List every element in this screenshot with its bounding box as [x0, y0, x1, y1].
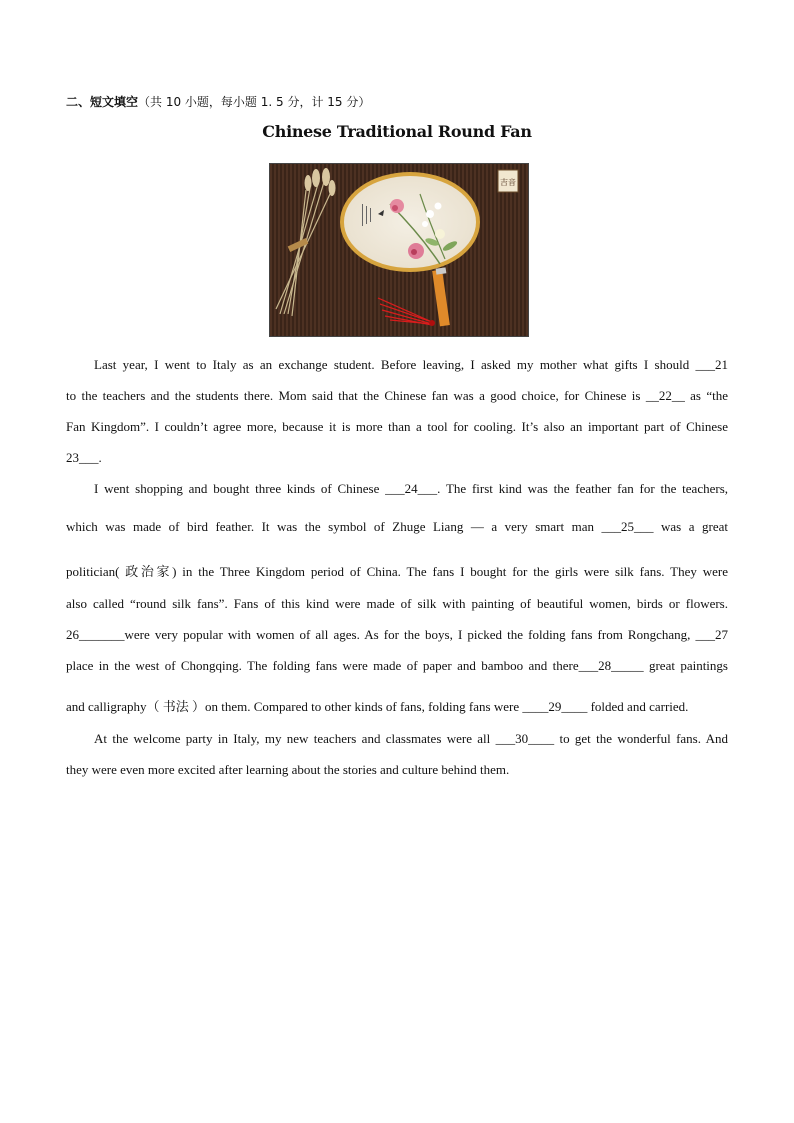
blank-23: 23___: [66, 450, 99, 465]
blank-24: ___24___: [385, 481, 438, 496]
passage-line-2: [66, 388, 728, 404]
section-heading-rest: （共 10 小题，每小题 1. 5 分，计 15 分）: [138, 95, 371, 109]
fan-illustration: [270, 164, 528, 336]
passage-title: Chinese Traditional Round Fan: [262, 122, 532, 141]
line-text: to the teachers and the students there. Mom said that the Chinese fan was a good choice, for Chinese is: [66, 388, 646, 403]
line-text: . The first kind was the feather fan for the teachers,: [437, 481, 729, 496]
blank-29: ____29____: [522, 699, 588, 714]
line-text: At the welcome party in Italy, my new teachers and classmates were all: [94, 731, 496, 746]
round-fan-photo: [269, 163, 529, 337]
line-text: were very popular with women of all ages. As for the boys, I picked the folding fans from Rongchang, ___27: [124, 627, 728, 642]
section-heading-bold: 二、短文填空: [66, 95, 139, 109]
blank-21: ___21: [695, 357, 728, 372]
passage-line-6: [66, 519, 728, 535]
passage-line-1: [94, 357, 728, 373]
passage-line-8: [66, 596, 728, 612]
passage-line-9: [66, 627, 728, 643]
stamp-label: 吉音: [500, 178, 516, 187]
line-text: was a great: [653, 519, 729, 534]
passage-line-11: [66, 696, 728, 715]
line-text: they were even more excited after learning about the stories and culture behind them.: [66, 762, 510, 777]
line-text: folded and carried.: [587, 699, 689, 714]
line-text: great paintings: [643, 658, 728, 673]
passage-line-4: [66, 450, 728, 466]
passage-line-13: [66, 762, 728, 778]
line-text: politician( 政治家) in the Three Kingdom period of China. The fans I bought for the girls were silk fans. They were: [66, 564, 728, 579]
blank-25: ___25___: [601, 519, 654, 534]
blank-28: ___28_____: [578, 658, 644, 673]
section-heading: [66, 93, 370, 110]
blank-30: ___30____: [495, 731, 555, 746]
line-text: Fan Kingdom”. I couldn’t agree more, because it is more than a tool for cooling. It’s also an important part of Chinese: [66, 419, 728, 434]
line-text: which was made of bird feather. It was the symbol of Zhuge Liang — a very smart man: [66, 519, 602, 534]
passage-line-7: [66, 561, 728, 580]
blank-26: 26_______: [66, 627, 125, 642]
line-text: and calligraphy（ 书法 ）on them. Compared to other kinds of fans, folding fans were: [66, 699, 523, 714]
line-text: I went shopping and bought three kinds of Chinese: [94, 481, 386, 496]
line-text: place in the west of Chongqing. The folding fans were made of paper and bamboo and there: [66, 658, 579, 673]
blank-22: __22__: [645, 388, 685, 403]
line-text: .: [98, 450, 102, 465]
line-text: to get the wonderful fans. And: [554, 731, 728, 746]
line-text: also called “round silk fans”. Fans of this kind were made of silk with painting of beautiful women, birds or flowers.: [66, 596, 728, 611]
passage-line-12: [94, 731, 728, 747]
passage-line-3: [66, 419, 728, 435]
passage-line-5: [94, 481, 728, 497]
line-text: Last year, I went to Italy as an exchange student. Before leaving, I asked my mother what gifts I should: [94, 357, 696, 372]
line-text: as “the: [684, 388, 728, 403]
passage-line-10: [66, 658, 728, 674]
